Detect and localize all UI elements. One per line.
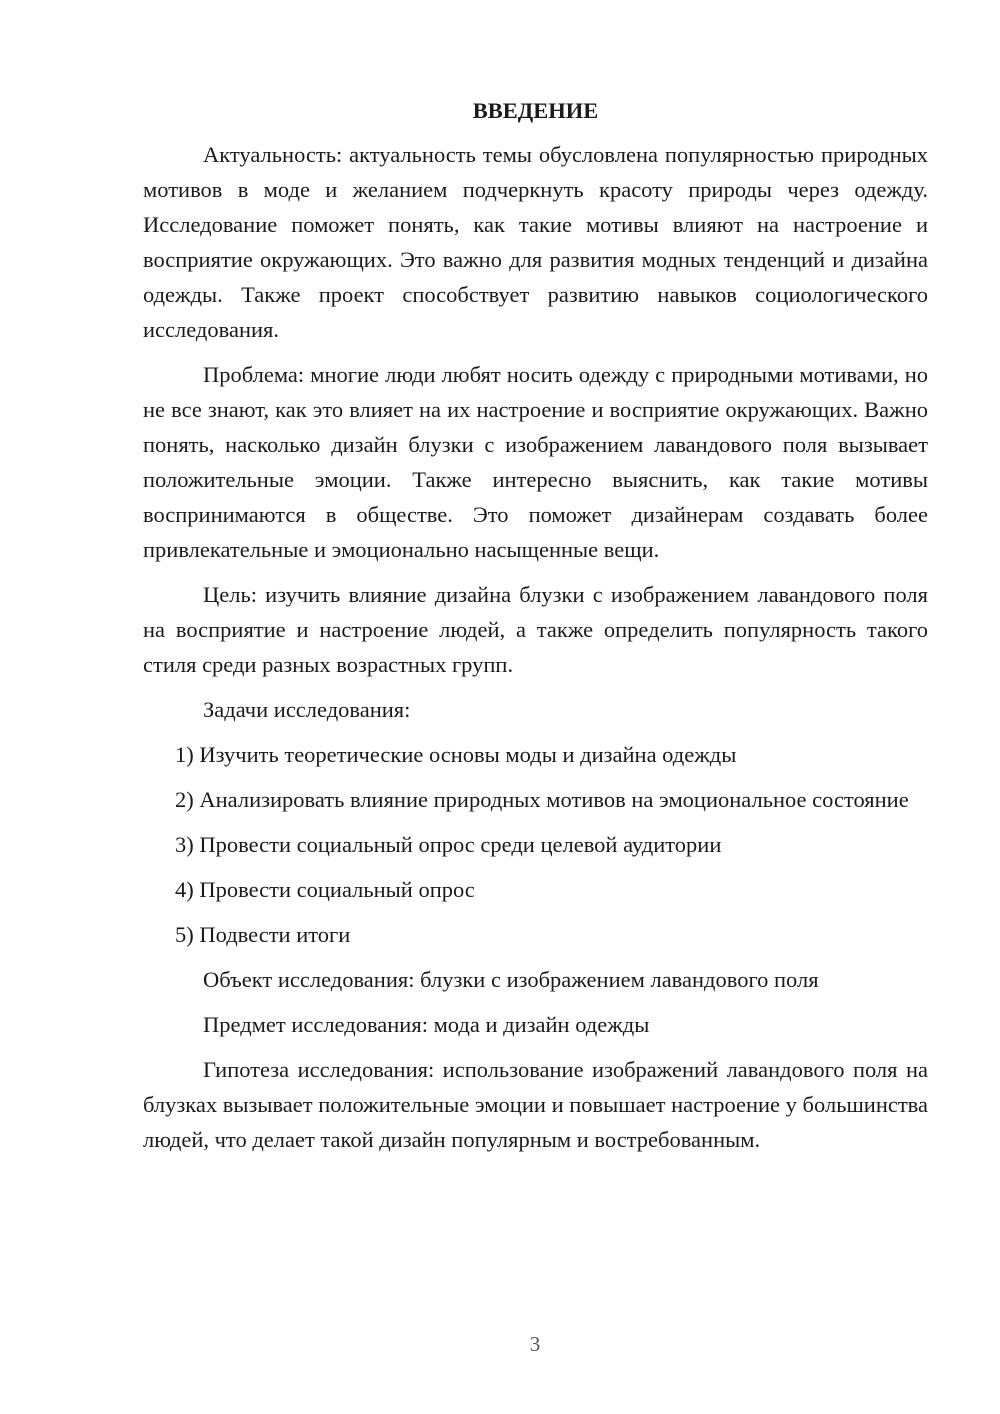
paragraph-subject: Предмет исследования: мода и дизайн одежды (203, 1012, 650, 1037)
document-page (143, 96, 928, 1167)
task-item-4: 4) Провести социальный опрос (175, 877, 475, 902)
tasks-title: Задачи исследования: (203, 697, 411, 722)
task-item-3: 3) Провести социальный опрос среди целевой аудитории (175, 832, 722, 857)
paragraph-goal: Цель: изучить влияние дизайна блузки с изображением лавандового поля на восприятие и настроение людей, а также определить популярность такого стиля среди разных возрастных групп. (143, 582, 928, 677)
paragraph-object: Объект исследования: блузки с изображением лавандового поля (203, 967, 819, 992)
task-item-2: 2) Анализировать влияние природных мотивов на эмоциональное состояние (175, 787, 909, 812)
page-number: 3 (529, 1332, 541, 1356)
paragraph-relevance: Актуальность: актуальность темы обусловлена популярностью природных мотивов в моде и желанием подчеркнуть красоту природы через одежду. Исследование поможет понять, как такие мотивы влияют на настроение и восприятие окружающих. Это важно для развития модных тенденций и дизайна одежды. Также проект способствует развитию навыков социологического исследования. (143, 142, 928, 342)
task-item-5: 5) Подвести итоги (175, 922, 351, 947)
paragraph-problem: Проблема: многие люди любят носить одежду с природными мотивами, но не все знают, как это влияет на их настроение и восприятие окружающих. Важно понять, насколько дизайн блузки с изображением лавандового поля вызывает положительные эмоции. Также интересно выяснить, как такие мотивы воспринимаются в обществе. Это поможет дизайнерам создавать более привлекательные и эмоционально насыщенные вещи. (143, 362, 928, 562)
task-item-1: 1) Изучить теоретические основы моды и дизайна одежды (175, 742, 737, 767)
page-title: ВВЕДЕНИЕ (472, 98, 599, 123)
paragraph-hypothesis: Гипотеза исследования: использование изображений лавандового поля на блузках вызывает положительные эмоции и повышает настроение у большинства людей, что делает такой дизайн популярным и востребованным. (143, 1057, 928, 1152)
